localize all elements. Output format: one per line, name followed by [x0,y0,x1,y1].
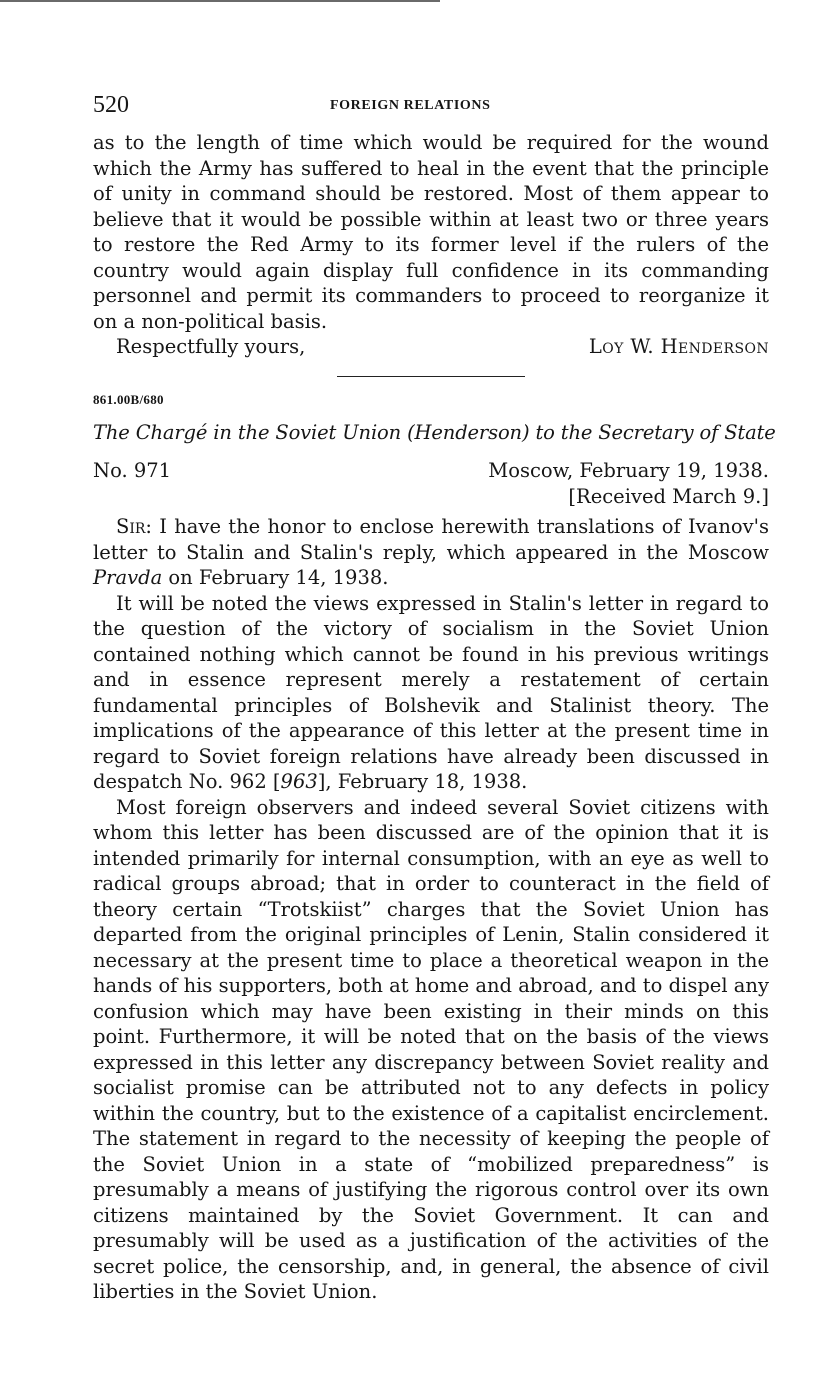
document-page [93,90,776,1305]
continued-paragraph: as to the length of time which would be required for the wound which the Army has suffered to heal in the event that the principle of unity in command should be restored. Most of them appear to believe that it would be possible within at least two or three years to restore the Red Army to its former level if the rulers of the country would again display full confidence in its commanding personnel and permit its commanders to proceed to reorganize it on a non-political basis. [93,131,769,333]
paragraph-2-text: It will be noted the views expressed in Stalin's letter in regard to the question of the victory of socialism in the Soviet Union contained nothing which cannot be found in his previous writings and in essence represent merely a restatement of certain fundamental principles of Bolshevik and Stalinist theory. The implications of the appearance of this letter at the present time in regard to Soviet foreign relations have already been discussed in despatch No. 962 [ [93,591,769,793]
complimentary-close: Respectfully yours, [116,335,306,358]
file-number: 861.00B/680 [93,392,164,407]
paragraph-1-end: on February 14, 1938. [162,566,389,589]
paragraph-1-text: I have the honor to enclose herewith translations of Ivanov's letter to Stalin and Stalin's reply, which appeared in the Moscow [93,515,769,564]
received-date: [Received March 9.] [568,485,769,508]
place-date: Moscow, February 19, 1938. [488,459,769,482]
despatch-correction: 963 [280,770,318,793]
section-divider [337,376,525,377]
paragraph-1 [93,514,769,591]
paragraph-2-end: ], February 18, 1938. [317,770,528,793]
running-title: FOREIGN RELATIONS [330,98,491,113]
document-heading: The Chargé in the Soviet Union (Henderson) to the Secretary of State [93,421,776,444]
signature: Loy W. Henderson [588,335,769,358]
paragraph-3: Most foreign observers and indeed several Soviet citizens with whom this letter has been discussed are of the opinion that it is intended primarily for internal consumption, with an eye as well to radical groups abroad; that in order to counteract in the field of theory certain “Trotskiist” charges that the Soviet Union has departed from the original principles of Lenin, Stalin considered it necessary at the present time to place a theoretical weapon in the hands of his supporters, both at home and abroad, and to dispel any confusion which may have been existing in their minds on this point. Furthermore, it will be noted that on the basis of the views expressed in this letter any discrepancy between Soviet reality and socialist promise can be attributed not to any defects in policy within the country, but to the existence of a capitalist encirclement. The statement in regard to the necessity of keeping the people of the Soviet Union in a state of “mobilized preparedness” is presumably a means of justifying the rigorous control over its own citizens maintained by the Soviet Government. It can and presumably will be used as a justification of the activities of the secret police, the censorship, and, in general, the absence of civil liberties in the Soviet Union. [93,795,769,1303]
document-separator [93,374,769,414]
despatch-number: No. 971 [93,459,172,482]
closing-block [93,334,769,360]
paragraph-2 [93,591,769,795]
page-number: 520 [93,92,129,118]
running-head [93,90,769,130]
salutation: Sir: [116,515,152,538]
top-edge-rule [0,0,440,2]
newspaper-name: Pravda [93,566,163,589]
dateline [93,458,769,512]
